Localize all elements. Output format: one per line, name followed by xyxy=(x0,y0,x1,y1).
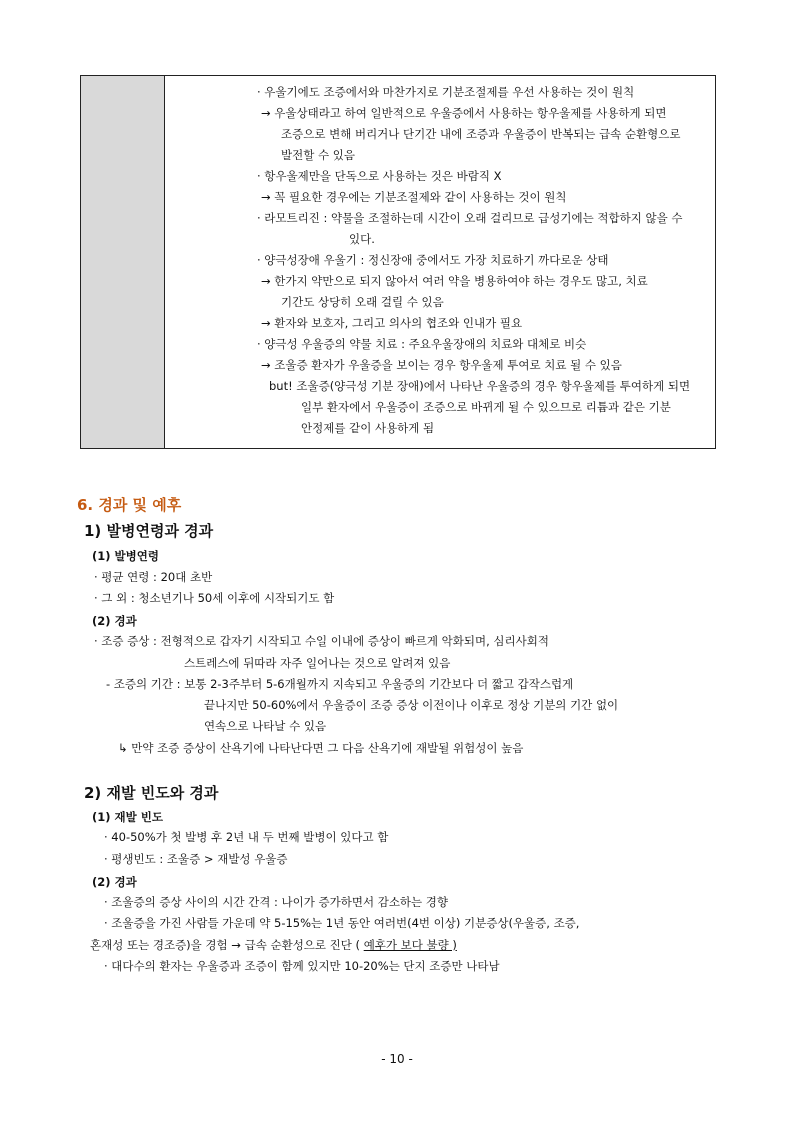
text-line: · 조울증의 증상 사이의 시간 간격 : 나이가 증가하면서 감소하는 경향 xyxy=(104,895,449,909)
heading-recurrence-frequency: (1) 재발 빈도 xyxy=(92,810,163,824)
subsection-title-onset: 1) 발병연령과 경과 xyxy=(84,522,214,540)
prognosis-note: 예후가 보다 불량 ) xyxy=(363,938,457,952)
text-line: · 조증 증상 : 전형적으로 갑자기 시작되고 수일 이내에 증상이 빠르게 악화되며, 심리사회적 xyxy=(94,634,549,648)
table-line: → 우울상태라고 하여 일반적으로 우울증에서 사용하는 항우울제를 사용하게 되면 xyxy=(261,106,667,120)
table-line: 일부 환자에서 우울증이 조증으로 바뀌게 될 수 있으므로 리튬과 같은 기분 xyxy=(301,400,671,414)
text-line: 연속으로 나타날 수 있음 xyxy=(204,719,327,733)
text-line: · 대다수의 환자는 우울증과 조증이 함께 있지만 10-20%는 단지 조증만 나타남 xyxy=(104,959,500,973)
subsection-title-recurrence: 2) 재발 빈도와 경과 xyxy=(84,784,219,802)
table-shaded-column xyxy=(81,76,165,448)
page-number: - 10 - xyxy=(381,1052,413,1066)
table-line: 안정제를 같이 사용하게 됨 xyxy=(301,421,435,435)
text-segment: 혼재성 또는 경조증)을 경험 → 급속 순환성으로 진단 ( xyxy=(90,938,361,952)
text-line: · 그 외 : 청소년기나 50세 이후에 시작되기도 함 xyxy=(94,591,335,605)
table-line: 발전할 수 있음 xyxy=(281,148,355,162)
text-line: 스트레스에 뒤따라 자주 일어나는 것으로 알려져 있음 xyxy=(184,656,451,670)
text-line: - 조증의 기간 : 보통 2-3주부터 5-6개월까지 지속되고 우울증의 기간보다 더 짧고 갑작스럽게 xyxy=(106,677,574,691)
text-line: · 평균 연령 : 20대 초반 xyxy=(94,570,213,584)
table-line: 조증으로 변해 버리거나 단기간 내에 조증과 우울증이 반복되는 급속 순환형으로 xyxy=(281,127,681,141)
content-table xyxy=(80,75,716,449)
table-line: → 한가지 약만으로 되지 않아서 여러 약을 병용하여야 하는 경우도 많고, 치료 xyxy=(261,274,648,288)
text-line: 끝나지만 50-60%에서 우울증이 조증 증상 이전이나 이후로 정상 기분의 기간 없이 xyxy=(204,698,619,712)
table-line: · 우울기에도 조증에서와 마찬가지로 기분조절제를 우선 사용하는 것이 원칙 xyxy=(257,85,635,99)
table-line: 기간도 상당히 오래 걸릴 수 있음 xyxy=(281,295,444,309)
section-title: 6. 경과 및 예후 xyxy=(77,496,182,514)
text-line: · 조울증을 가진 사람들 가운데 약 5-15%는 1년 동안 여러번(4번 이상) 기분증상(우울증, 조증, xyxy=(104,916,580,930)
table-line: 있다. xyxy=(349,232,375,246)
table-line: · 라모트리진 : 약물을 조절하는데 시간이 오래 걸리므로 급성기에는 적합하지 않을 수 xyxy=(257,211,683,225)
table-line: → 환자와 보호자, 그리고 의사의 협조와 인내가 필요 xyxy=(261,316,523,330)
table-content-cell xyxy=(165,76,715,448)
table-line: · 항우울제만을 단독으로 사용하는 것은 바람직 X xyxy=(257,169,502,183)
text-line xyxy=(90,938,457,952)
text-line: · 평생빈도 : 조울증 > 재발성 우울증 xyxy=(104,852,288,866)
table-line: · 양극성장애 우울기 : 정신장애 중에서도 가장 치료하기 까다로운 상태 xyxy=(257,253,609,267)
table-line: → 꼭 필요한 경우에는 기분조절제와 같이 사용하는 것이 원칙 xyxy=(261,190,567,204)
heading-course-2: (2) 경과 xyxy=(92,875,137,889)
table-line: but! 조울증(양극성 기분 장애)에서 나타난 우울증의 경우 항우울제를 투여하게 되면 xyxy=(269,379,691,393)
table-line: · 양극성 우울증의 약물 치료 : 주요우울장애의 치료와 대체로 비슷 xyxy=(257,337,587,351)
heading-course: (2) 경과 xyxy=(92,614,137,628)
table-line: → 조울증 환자가 우울증을 보이는 경우 항우울제 투여로 치료 될 수 있음 xyxy=(261,358,622,372)
heading-onset-age: (1) 발병연령 xyxy=(92,549,159,563)
text-line: · 40-50%가 첫 발병 후 2년 내 두 번째 발병이 있다고 함 xyxy=(104,830,389,844)
text-line: ↳ 만약 조증 증상이 산욕기에 나타난다면 그 다음 산욕기에 재발될 위험성이 높음 xyxy=(118,741,524,755)
